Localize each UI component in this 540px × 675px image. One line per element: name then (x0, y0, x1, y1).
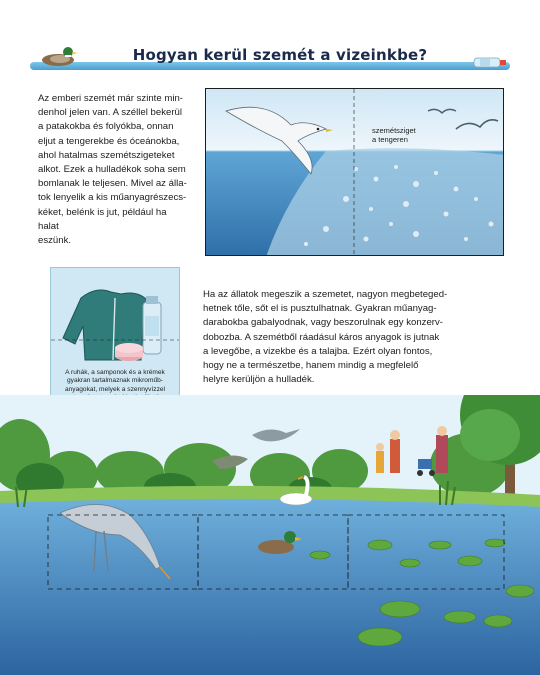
text-line: kéket, belénk is jut, például ha halat (38, 206, 167, 232)
text-line: eljut a tengerekbe és óceánokba, (38, 135, 180, 147)
sea-scene (206, 89, 504, 256)
text-line: tok lenyelik a kis műanyagrészecs- (38, 192, 187, 204)
page-title: Hogyan kerül szemét a vizeinkbe? (132, 46, 428, 64)
text-line: denhol jelen van. A széllel bekerül (38, 107, 183, 119)
text-line: dobozba. A szemétből ráadásul káros anyagok is jutnak (203, 331, 440, 343)
text-line: Az emberi szemét már szinte min- (38, 93, 184, 104)
plastic-bottle-icon (470, 54, 510, 70)
text-line: Ha az állatok megeszik a szemetet, nagyon megbeteged- (203, 289, 448, 300)
lake-scene (0, 395, 540, 675)
page-header (0, 40, 540, 76)
text-line: a levegőbe, a vizekbe és a talajba. Ezért olyan fontos, (203, 345, 433, 357)
lake-landscape-illustration (0, 395, 540, 675)
text-line: a patakokba és folyókba, onnan (38, 121, 174, 133)
text-line: darabokba gabalyodnak, vagy beszorulnak egy konzerv- (203, 317, 443, 329)
text-line: alkot. Ezek a hulladékok soha sem (38, 164, 186, 176)
text-line: hogy ne a természetbe, hanem mindig a megfelelő (203, 360, 419, 372)
text-line: helyre kerüljön a hulladék. (203, 374, 315, 386)
text-line: hetnek tőle, sőt el is pusztulhatnak. Gyakran műanyag- (203, 303, 437, 315)
duck-icon (36, 44, 80, 68)
text-line: bomlanak le teljesen. Mivel az álla- (38, 178, 187, 190)
garbage-island-illustration (205, 88, 504, 256)
text-line: ahol hatalmas szemétszigeteket (38, 149, 175, 161)
garbage-island-label: szemétsziget a tengeren (372, 126, 416, 144)
text-line: eszünk. (38, 235, 72, 247)
microplastics-caption: A ruhák, a samponok és a krémek gyakran tartalmaznak mikroműb- anyagokat, melyek a szennyvízzel (64, 369, 166, 393)
intro-paragraph (38, 92, 188, 248)
animals-paragraph (203, 288, 465, 387)
